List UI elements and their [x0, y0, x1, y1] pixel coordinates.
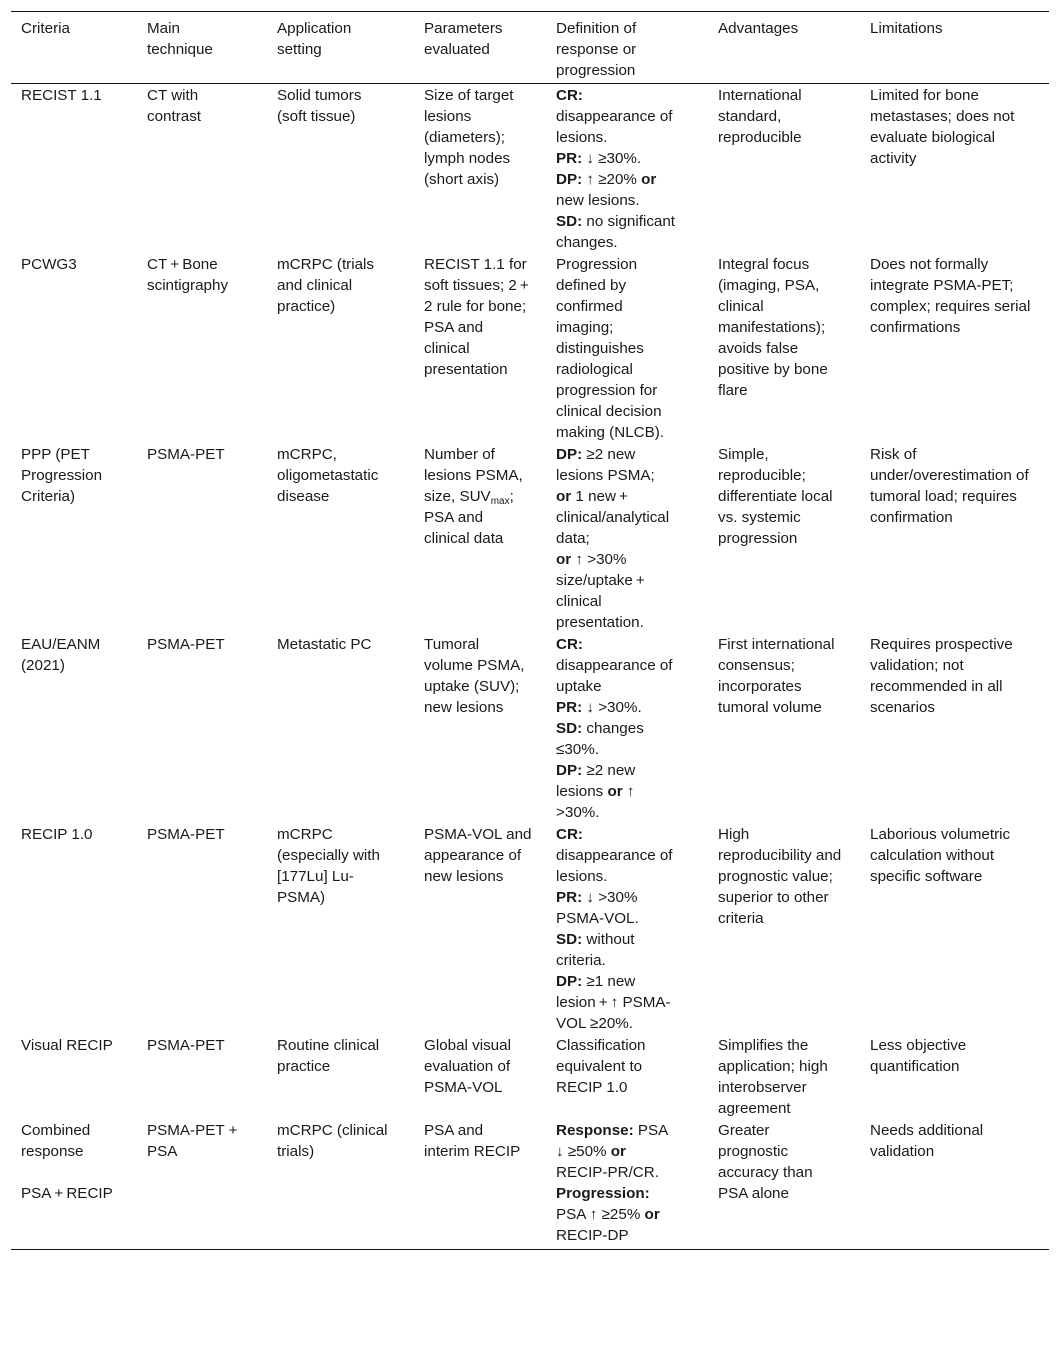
definition-text: changes ≤30%.: [556, 720, 644, 758]
table-row: [11, 253, 1049, 443]
definition-text: disappearance of uptake: [556, 657, 673, 695]
definition-text: 1 new + clinical/analytical data;: [556, 488, 670, 547]
header-application-setting: Application setting: [267, 12, 414, 84]
cell-advantages: [708, 253, 860, 443]
definition-text: without criteria.: [556, 931, 635, 969]
definition-text: ≥2 new lesions PSMA;: [556, 446, 655, 484]
header-main-technique: Main technique: [137, 12, 267, 84]
definition-connector: or: [644, 1206, 660, 1223]
header-definition: Definition of response or progression: [546, 12, 708, 84]
cell-advantages: [708, 84, 860, 254]
limitations-text: Risk of under/overestimation of tumoral load; requires confirmation: [870, 446, 1029, 526]
definition-line: [556, 486, 676, 549]
technique-text: PSMA-PET: [147, 826, 225, 843]
table-row: [11, 84, 1049, 254]
cell-criteria: [11, 84, 137, 254]
definition-text: ↓ >30%.: [582, 699, 642, 716]
limitations-text: Requires prospective validation; not recommended in all scenarios: [870, 636, 1013, 716]
cell-definition: [546, 633, 708, 823]
definition-line: [556, 760, 676, 823]
criteria-text: RECIP 1.0: [21, 826, 93, 843]
parameters-text: Tumoral volume PSMA, uptake (SUV); new lesions: [424, 636, 525, 716]
cell-application-setting: [267, 823, 414, 1034]
cell-main-technique: [137, 253, 267, 443]
limitations-text: Less objective quantification: [870, 1037, 967, 1075]
definition-line: [556, 971, 676, 1034]
limitations-text: Laborious volumetric calculation without specific software: [870, 826, 1011, 885]
cell-main-technique: [137, 823, 267, 1034]
definition-label: PR:: [556, 150, 583, 167]
definition-label: DP:: [556, 171, 583, 188]
criteria-text: Combined response: [21, 1122, 91, 1160]
advantages-text: Greater prognostic accuracy than PSA alone: [718, 1122, 813, 1202]
parameters-text: PSMA-VOL and appearance of new lesions: [424, 826, 532, 885]
cell-criteria: [11, 633, 137, 823]
definition-line: [556, 148, 676, 169]
header-advantages: Advantages: [708, 12, 860, 84]
cell-definition: [546, 253, 708, 443]
limitations-text: Needs additional validation: [870, 1122, 984, 1160]
cell-main-technique: [137, 633, 267, 823]
definition-text-end: new lesions.: [556, 192, 640, 209]
definition-line: [556, 929, 676, 971]
definition-label: DP:: [556, 762, 583, 779]
parameters-text: PSA and interim RECIP: [424, 1122, 521, 1160]
definition-line: [556, 1035, 676, 1098]
definition-label: SD:: [556, 213, 583, 230]
cell-application-setting: [267, 633, 414, 823]
definition-line: [556, 824, 676, 887]
cell-application-setting: [267, 253, 414, 443]
cell-criteria: [11, 253, 137, 443]
advantages-text: First international consensus; incorporates tumoral volume: [718, 636, 835, 716]
cell-limitations: [860, 823, 1049, 1034]
definition-text: no significant changes.: [556, 213, 676, 251]
cell-definition: [546, 84, 708, 254]
advantages-text: High reproducibility and prognostic value; superior to other criteria: [718, 826, 842, 927]
technique-text: PSMA-PET: [147, 636, 225, 653]
definition-text-end: >30%.: [556, 804, 600, 821]
definition-label: PR:: [556, 699, 583, 716]
definition-label: PR:: [556, 889, 583, 906]
definition-connector: or: [641, 171, 657, 188]
definition-text: disappearance of lesions.: [556, 108, 673, 146]
limitations-text: Does not formally integrate PSMA-PET; complex; requires serial confirmations: [870, 256, 1031, 336]
cell-limitations: [860, 253, 1049, 443]
cell-parameters: [414, 823, 546, 1034]
parameters-text: Size of target lesions (diameters); lymph nodes (short axis): [424, 87, 514, 188]
definition-line: [556, 254, 676, 443]
table-header-row: [11, 12, 1049, 84]
definition-text: ↓ >30% PSMA-VOL.: [556, 889, 639, 927]
criteria-table: [11, 11, 1049, 1250]
setting-text: Routine clinical practice: [277, 1037, 380, 1075]
cell-advantages: [708, 443, 860, 633]
table-row: [11, 1119, 1049, 1250]
definition-label: or: [556, 488, 572, 505]
setting-text: mCRPC (especially with [177Lu] Lu-PSMA): [277, 826, 380, 906]
table-row: [11, 1034, 1049, 1119]
definition-connector: or ↑: [607, 783, 635, 800]
cell-parameters: [414, 443, 546, 633]
parameters-text: Number of lesions PSMA, size, SUV: [424, 446, 523, 505]
cell-application-setting: [267, 1034, 414, 1119]
cell-limitations: [860, 1034, 1049, 1119]
cell-limitations: [860, 633, 1049, 823]
cell-definition: [546, 1034, 708, 1119]
setting-text: mCRPC (clinical trials): [277, 1122, 388, 1160]
cell-advantages: [708, 823, 860, 1034]
definition-connector: or: [610, 1143, 626, 1160]
definition-label: Progression:: [556, 1185, 650, 1202]
definition-label: CR:: [556, 826, 583, 843]
definition-label: SD:: [556, 931, 583, 948]
definition-text-end: RECIP-PR/CR.: [556, 1164, 659, 1181]
definition-text: ↑ >30% size/uptake + clinical presentation.: [556, 551, 648, 631]
criteria-subtext: PSA + RECIP: [21, 1185, 113, 1202]
definition-line: [556, 169, 676, 211]
criteria-text: EAU/EANM (2021): [21, 636, 101, 674]
setting-text: Metastatic PC: [277, 636, 372, 653]
cell-main-technique: [137, 443, 267, 633]
definition-line: [556, 444, 676, 486]
cell-definition: [546, 823, 708, 1034]
cell-application-setting: [267, 84, 414, 254]
parameters-text: Global visual evaluation of PSMA-VOL: [424, 1037, 511, 1096]
parameters-subscript: max: [490, 496, 510, 507]
header-parameters-evaluated: Parameters evaluated: [414, 12, 546, 84]
definition-label: or: [556, 551, 572, 568]
header-limitations: Limitations: [860, 12, 1049, 84]
advantages-text: International standard, reproducible: [718, 87, 802, 146]
definition-text-end: RECIP-DP: [556, 1227, 629, 1244]
definition-label: CR:: [556, 87, 583, 104]
cell-parameters: [414, 1119, 546, 1250]
definition-text: disappearance of lesions.: [556, 847, 673, 885]
advantages-text: Simplifies the application; high interobserver agreement: [718, 1037, 828, 1117]
criteria-text: PPP (PET Progression Criteria): [21, 446, 103, 505]
criteria-text: RECIST 1.1: [21, 87, 102, 104]
definition-text: PSA ↑ ≥25%: [556, 1206, 645, 1223]
definition-line: [556, 85, 676, 148]
cell-criteria: [11, 1034, 137, 1119]
definition-line: [556, 549, 676, 633]
technique-text: CT with contrast: [147, 87, 202, 125]
limitations-text: Limited for bone metastases; does not evaluate biological activity: [870, 87, 1015, 167]
cell-advantages: [708, 633, 860, 823]
advantages-text: Integral focus (imaging, PSA, clinical manifestations); avoids false positive by bone flare: [718, 256, 828, 399]
cell-advantages: [708, 1119, 860, 1250]
definition-text: ↓ ≥30%.: [582, 150, 642, 167]
setting-text: mCRPC, oligometastatic disease: [277, 446, 379, 505]
cell-application-setting: [267, 1119, 414, 1250]
cell-advantages: [708, 1034, 860, 1119]
cell-parameters: [414, 253, 546, 443]
definition-text: Progression defined by confirmed imaging; distinguishes radiological progression for clinical decision making (NLCB).: [556, 256, 665, 441]
definition-text: ≥2 new lesions: [556, 762, 636, 800]
advantages-text: Simple, reproducible; differentiate local vs. systemic progression: [718, 446, 833, 547]
cell-application-setting: [267, 443, 414, 633]
header-criteria: Criteria: [11, 12, 137, 84]
cell-criteria: [11, 1119, 137, 1250]
definition-label: DP:: [556, 446, 583, 463]
cell-main-technique: [137, 84, 267, 254]
parameters-text: RECIST 1.1 for soft tissues; 2 + 2 rule for bone; PSA and clinical presentation: [424, 256, 532, 378]
definition-line: [556, 634, 676, 697]
definition-line: [556, 887, 676, 929]
cell-limitations: [860, 1119, 1049, 1250]
definition-label: Response:: [556, 1122, 634, 1139]
definition-label: SD:: [556, 720, 583, 737]
definition-text: ≥1 new lesion + ↑ PSMA-VOL ≥20%.: [556, 973, 671, 1032]
table-row: [11, 633, 1049, 823]
cell-limitations: [860, 84, 1049, 254]
criteria-text: PCWG3: [21, 256, 77, 273]
cell-criteria: [11, 443, 137, 633]
table-row: [11, 823, 1049, 1034]
table-row: [11, 443, 1049, 633]
parameters-text-end: ; PSA and clinical data: [424, 488, 514, 547]
setting-text: Solid tumors (soft tissue): [277, 87, 362, 125]
cell-criteria: [11, 823, 137, 1034]
definition-text: ↑ ≥20%: [582, 171, 642, 188]
definition-text: Classification equivalent to RECIP 1.0: [556, 1037, 646, 1096]
definition-line: [556, 211, 676, 253]
definition-line: [556, 697, 676, 718]
definition-text: PSA ↓ ≥50%: [556, 1122, 668, 1160]
definition-label: DP:: [556, 973, 583, 990]
definition-label: CR:: [556, 636, 583, 653]
cell-main-technique: [137, 1034, 267, 1119]
cell-definition: [546, 1119, 708, 1250]
cell-limitations: [860, 443, 1049, 633]
technique-text: PSMA-PET: [147, 1037, 225, 1054]
technique-text: PSMA-PET: [147, 446, 225, 463]
cell-definition: [546, 443, 708, 633]
technique-text: CT + Bone scintigraphy: [147, 256, 229, 294]
definition-line: [556, 1120, 676, 1183]
setting-text: mCRPC (trials and clinical practice): [277, 256, 375, 315]
cell-parameters: [414, 633, 546, 823]
definition-line: [556, 1183, 676, 1246]
definition-line: [556, 718, 676, 760]
criteria-text: Visual RECIP: [21, 1037, 113, 1054]
cell-parameters: [414, 84, 546, 254]
cell-main-technique: [137, 1119, 267, 1250]
technique-text: PSMA-PET + PSA: [147, 1122, 241, 1160]
cell-parameters: [414, 1034, 546, 1119]
